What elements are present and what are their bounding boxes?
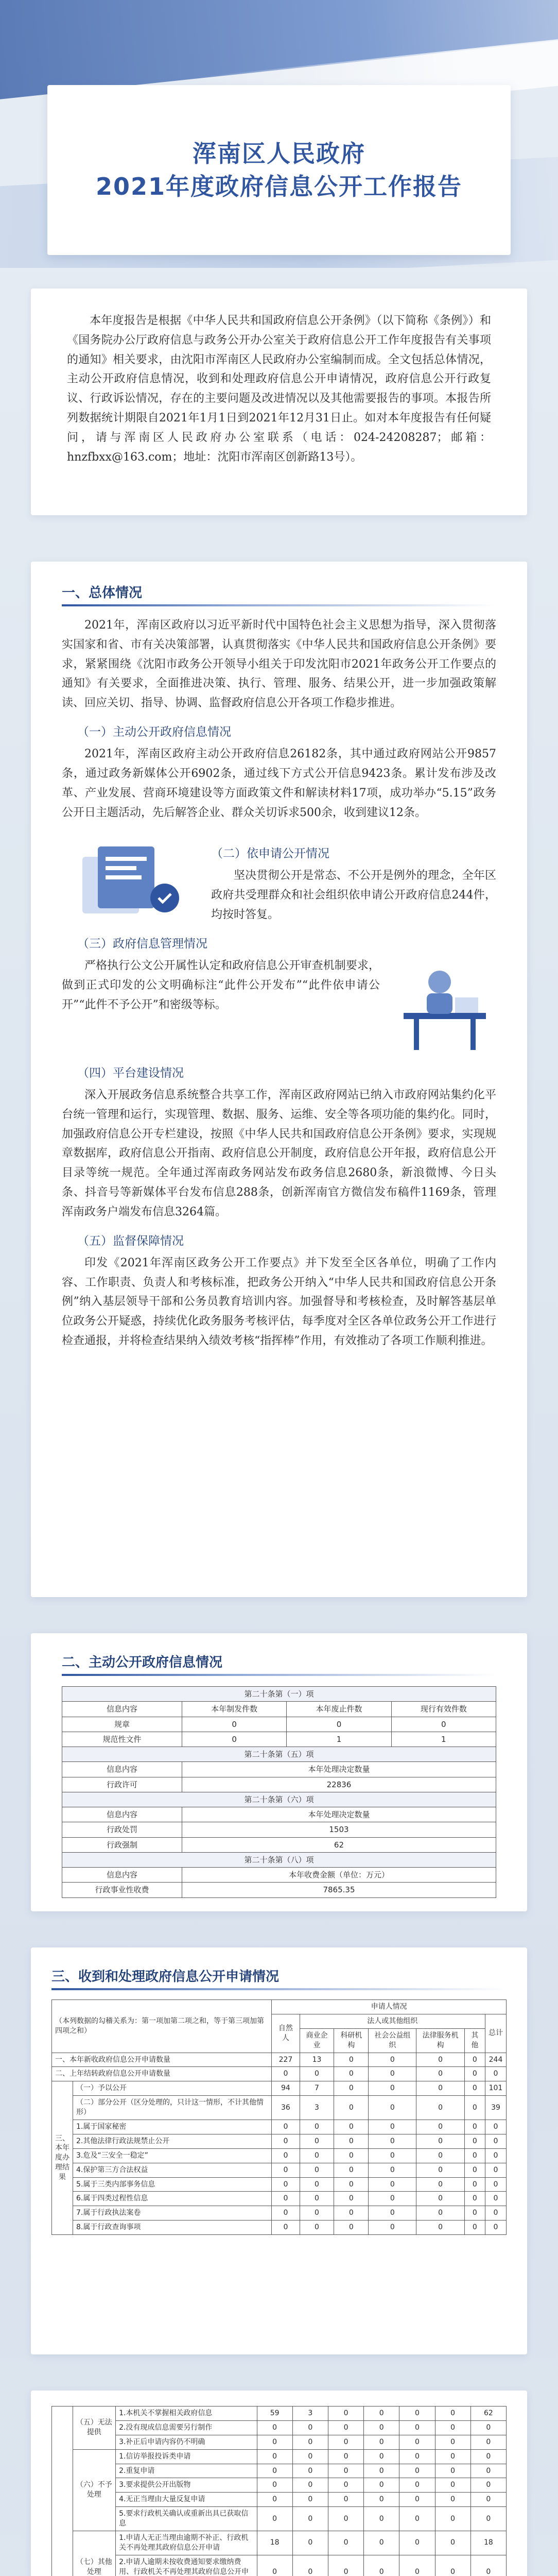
table-cell: 0	[257, 2435, 292, 2449]
table-cell: 0	[300, 2177, 334, 2192]
table-cell: 0	[399, 2449, 435, 2464]
table-cell: 0	[399, 2435, 435, 2449]
table-cell: 0	[292, 2493, 328, 2507]
row-label: 2.重复申请	[116, 2464, 257, 2478]
table-row	[62, 1837, 496, 1852]
table-cell: 规范性文件	[62, 1732, 182, 1747]
proactive-text: 2021年，浑南区政府主动公开政府信息26182条，其中通过政府网站公开9857条，通过政务新媒体公开6902条，通过线下方式公开信息9423条。累计发布涉及改革、产业发展、营商环境建设等方面政策文件和解读材料17项，成功举办“5.15”政务公开日主题活动，先后解答企业、群众关切诉求500余，收到建议12条。	[62, 748, 496, 819]
table-cell: 0	[435, 2406, 470, 2421]
table-cell: 0	[464, 2177, 485, 2192]
table-cell: 0	[292, 2449, 328, 2464]
table-cell: 0	[416, 2206, 464, 2221]
table-cell: 0	[369, 2221, 416, 2235]
table-cell: 0	[416, 2096, 464, 2120]
table-cell: 0	[328, 2464, 363, 2478]
table-cell: 0	[257, 2555, 292, 2576]
table-cell: 101	[485, 2081, 507, 2096]
table-cell: 0	[272, 2067, 300, 2081]
row-label: 5.要求行政机关确认或重新出具已获取信息	[116, 2507, 257, 2531]
supervision-text: 印发《2021年浑南区政务公开工作要点》并下发至全区各单位，明确了工作内容、工作职责、负责人和考核标准，把政务公开纳入“中华人民共和国政府信息公开条例”纳入基层领导干部和公务员教育培训内容。加强督导和考核检查，及时解答基层单位政务公开疑惑，持续优化政务服务考核评估，每季度对全区各单位政务公开工作进行检查通报，并将检查结果纳入绩效考核“指挥棒”作用，有效推动了各项工作顺利推进。	[62, 1256, 496, 1348]
table-header: 法人或其他组织	[300, 2014, 485, 2028]
table-cell: 0	[399, 2464, 435, 2478]
table-cell: 0	[300, 2163, 334, 2177]
table-cell: 0	[292, 2507, 328, 2531]
table-row	[52, 2478, 507, 2493]
table-row	[52, 2406, 507, 2421]
table-cell: 0	[257, 2478, 292, 2493]
table-cell: 0	[369, 2067, 416, 2081]
subsection-heading: （一）主动公开政府信息情况	[77, 725, 231, 739]
table-cell: 7865.35	[182, 1883, 496, 1897]
table-cell: 0	[334, 2067, 369, 2081]
management-text: 严格执行公文公开属性认定和政府信息公开审查机制要求，做到正式印发的公文明确标注“此件公开发布”“此件依申请公开”“此件不予公开”和密级等标。	[62, 959, 380, 1011]
row-group-spacer	[52, 2406, 73, 2576]
table-cell: 0	[464, 2067, 485, 2081]
table-row	[52, 2464, 507, 2478]
table-cell: 0	[272, 2192, 300, 2206]
table-row	[52, 2067, 507, 2081]
table-cell: 行政强制	[62, 1837, 182, 1852]
table-cell: 0	[334, 2148, 369, 2163]
table-cell: 0	[300, 2067, 334, 2081]
table-header: 信息内容	[62, 1868, 182, 1883]
table-cell: 3	[292, 2406, 328, 2421]
applications-table	[51, 1999, 507, 2235]
table-header: 科研机构	[334, 2028, 369, 2053]
row-label: 4.无正当理由大量反复申请	[116, 2493, 257, 2507]
table-cell: 39	[485, 2096, 507, 2120]
table-cell: 0	[470, 2507, 506, 2531]
table-cell: 0	[435, 2493, 470, 2507]
table-header: 本年处理决定数量	[182, 1807, 496, 1822]
table-row	[62, 1883, 496, 1897]
table-cell: 0	[470, 2478, 506, 2493]
row-label: 1.本机关不掌握相关政府信息	[116, 2406, 257, 2421]
table-cell: 0	[328, 2555, 363, 2576]
table-cell: 0	[435, 2420, 470, 2435]
table-cell: 0	[328, 2493, 363, 2507]
table-cell: 1	[391, 1732, 496, 1747]
table-cell: 0	[292, 2420, 328, 2435]
table-cell: 227	[272, 2053, 300, 2067]
table-cell: 0	[257, 2449, 292, 2464]
table-row	[52, 2120, 507, 2134]
table-cell: 0	[292, 2435, 328, 2449]
table-header: 商业企业	[300, 2028, 334, 2053]
table-cell: 0	[300, 2192, 334, 2206]
section-applications-table	[31, 1947, 527, 2354]
table-cell: 0	[435, 2507, 470, 2531]
table-cell: 0	[435, 2435, 470, 2449]
table-row	[52, 2449, 507, 2464]
report-title-line1: 浑南区人民政府	[193, 139, 365, 167]
table-header: 现行有效件数	[391, 1702, 496, 1717]
subsection-heading: （五）监督保障情况	[77, 1234, 184, 1248]
table-cell: 94	[272, 2081, 300, 2096]
section-applications-table-continued	[31, 2391, 527, 2576]
report-title-line2: 2021年度政府信息公开工作报告	[95, 173, 463, 200]
row-label: 5.属于三类内部事务信息	[73, 2177, 272, 2192]
illustration-person-desk	[393, 956, 496, 1054]
table-cell: 0	[328, 2449, 363, 2464]
table-cell: 0	[272, 2134, 300, 2148]
table-row	[52, 2221, 507, 2235]
table-cell: 0	[364, 2406, 399, 2421]
table-cell: 0	[292, 2464, 328, 2478]
table-cell: 0	[287, 1717, 391, 1732]
table-row	[62, 1777, 496, 1792]
table-header: 信息内容	[62, 1702, 182, 1717]
table-cell: 0	[272, 2163, 300, 2177]
table-cell: 0	[369, 2163, 416, 2177]
table-header: 本年收费金额（单位：万元）	[182, 1868, 496, 1883]
table-row	[52, 2134, 507, 2148]
table-cell: 0	[416, 2067, 464, 2081]
table-group-title: 第二十条第（一）项	[62, 1687, 496, 1702]
table-cell: 0	[364, 2531, 399, 2555]
table-cell: 0	[416, 2053, 464, 2067]
section-heading: 二、主动公开政府信息情况	[62, 1652, 496, 1676]
row-label: 4.保护第三方合法权益	[73, 2163, 272, 2177]
table-header: 本年制发件数	[182, 1702, 286, 1717]
table-cell: 0	[369, 2206, 416, 2221]
table-cell: 0	[464, 2221, 485, 2235]
row-label: 二、上年结转政府信息公开申请数量	[52, 2067, 272, 2081]
table-cell: 0	[435, 2555, 470, 2576]
table-cell: 244	[485, 2053, 507, 2067]
table-cell: 0	[464, 2096, 485, 2120]
table-row	[52, 2177, 507, 2192]
table-cell: 0	[364, 2420, 399, 2435]
section-heading: 三、收到和处理政府信息公开申请情况	[51, 1966, 507, 1990]
table-row	[52, 2493, 507, 2507]
table-row	[52, 2148, 507, 2163]
table-cell: 18	[257, 2531, 292, 2555]
table-cell: 0	[364, 2435, 399, 2449]
table-cell: 0	[470, 2449, 506, 2464]
table-cell: 0	[292, 2478, 328, 2493]
row-label: （二）部分公开（区分处理的，只计这一情形，不计其他情形）	[73, 2096, 272, 2120]
table-cell: 0	[334, 2177, 369, 2192]
row-label: 2.没有现成信息需要另行制作	[116, 2420, 257, 2435]
table-cell: 0	[182, 1732, 286, 1747]
row-group-label: （七）其他处理	[73, 2531, 116, 2576]
table-row	[52, 2192, 507, 2206]
table-cell: 0	[369, 2148, 416, 2163]
row-label: 3.危及“三安全一稳定”	[73, 2148, 272, 2163]
table-cell: 36	[272, 2096, 300, 2120]
table-cell: 0	[300, 2148, 334, 2163]
table-cell: 0	[364, 2464, 399, 2478]
table-cell: 0	[328, 2406, 363, 2421]
table-cell: 0	[369, 2192, 416, 2206]
table-cell: 0	[470, 2555, 506, 2576]
table-header: 自然人	[272, 2014, 300, 2053]
row-label: 6.属于四类过程性信息	[73, 2192, 272, 2206]
table-group-title: 第二十条第（六）项	[62, 1792, 496, 1807]
table-cell: 0	[399, 2507, 435, 2531]
table-cell: 18	[470, 2531, 506, 2555]
table-cell: 0	[470, 2464, 506, 2478]
table-cell: 0	[257, 2507, 292, 2531]
table-cell: 0	[334, 2221, 369, 2235]
table-cell: 0	[470, 2420, 506, 2435]
table-cell: 行政事业性收费	[62, 1883, 182, 1897]
table-cell: 0	[300, 2206, 334, 2221]
row-label: （一）予以公开	[73, 2081, 272, 2096]
applications-table-continued	[51, 2406, 507, 2576]
table-row	[52, 2206, 507, 2221]
row-group-label: 三、本年度办理结果	[52, 2081, 73, 2235]
table-cell: 0	[464, 2192, 485, 2206]
table-cell: 0	[485, 2192, 507, 2206]
table-cell: 0	[464, 2120, 485, 2134]
table-cell: 0	[364, 2478, 399, 2493]
table-cell: 0	[485, 2120, 507, 2134]
table-cell: 0	[399, 2531, 435, 2555]
table-cell: 0	[399, 2478, 435, 2493]
table-cell: 0	[470, 2493, 506, 2507]
section-proactive-table	[31, 1633, 527, 1911]
table-cell: 行政许可	[62, 1777, 182, 1792]
title-card	[47, 85, 511, 255]
table-cell: 0	[416, 2134, 464, 2148]
table-cell: 0	[391, 1717, 496, 1732]
table-row	[52, 2096, 507, 2120]
table-row	[52, 2081, 507, 2096]
table-header: 总计	[485, 2014, 507, 2053]
table-cell: 0	[369, 2053, 416, 2067]
table-cell: 0	[300, 2134, 334, 2148]
table-cell: 0	[334, 2192, 369, 2206]
table-cell: 0	[292, 2531, 328, 2555]
table-cell: 0	[272, 2206, 300, 2221]
table-row	[62, 1732, 496, 1747]
table-cell: 0	[485, 2163, 507, 2177]
table-cell: 0	[364, 2449, 399, 2464]
table-cell: 59	[257, 2406, 292, 2421]
table-header: 信息内容	[62, 1762, 182, 1777]
table-cell: 0	[416, 2120, 464, 2134]
table-row	[62, 1717, 496, 1732]
table-cell: 0	[470, 2435, 506, 2449]
table-cell: 0	[416, 2221, 464, 2235]
table-cell: 行政处罚	[62, 1822, 182, 1837]
table-cell: 0	[464, 2081, 485, 2096]
subsection-heading: （四）平台建设情况	[77, 1066, 184, 1080]
table-cell: 0	[334, 2053, 369, 2067]
table-cell: 0	[272, 2120, 300, 2134]
table-row	[52, 2435, 507, 2449]
table-cell: 0	[485, 2148, 507, 2163]
table-header: 本年废止件数	[287, 1702, 391, 1717]
table-cell: 0	[369, 2120, 416, 2134]
table-header: 信息内容	[62, 1807, 182, 1822]
table-cell: 0	[300, 2120, 334, 2134]
row-label: 3.要求提供公开出版物	[116, 2478, 257, 2493]
table-cell: 0	[272, 2177, 300, 2192]
table-row	[52, 2555, 507, 2576]
table-corner-note: （本列数据的勾稽关系为：第一项加第二项之和，等于第三项加第四项之和）	[52, 2000, 272, 2053]
table-row	[52, 2420, 507, 2435]
table-cell: 0	[334, 2096, 369, 2120]
application-text: 坚决贯彻公开是常态、不公开是例外的理念，全年区政府共受理群众和社会组织依申请公开政府信息244件，均按时答复。	[211, 869, 496, 922]
table-cell: 0	[292, 2555, 328, 2576]
table-cell: 1	[287, 1732, 391, 1747]
table-cell: 0	[257, 2464, 292, 2478]
table-cell: 0	[416, 2177, 464, 2192]
platform-text: 深入开展政务信息系统整合共享工作，浑南区政府网站已纳入市政府网站集约化平台统一管理和运行，实现管理、数据、服务、运维、安全等各项功能的集约化。同时，加强政府信息公开专栏建设，按照《中华人民共和国政府信息公开条例》要求，实现规章数据库，政府信息公开指南、政府信息公开制度，政府信息公开年报，政府信息公开目录等统一规范。全年通过浑南政务网站发布政务信息2680条，新浪微博、今日头条、抖音号等新媒体平台发布信息288条，创新浑南官方微信发布稿件1169条，管理浑南政务户端发布信息3264篇。	[62, 1088, 496, 1218]
table-cell: 0	[334, 2120, 369, 2134]
proactive-table	[62, 1686, 496, 1898]
table-cell: 0	[272, 2221, 300, 2235]
table-cell: 0	[464, 2163, 485, 2177]
table-cell: 0	[369, 2134, 416, 2148]
table-group-title: 第二十条第（五）项	[62, 1747, 496, 1762]
subsection-heading: （二）依申请公开情况	[211, 847, 329, 861]
intro-card	[31, 289, 527, 515]
table-row	[52, 2531, 507, 2555]
row-label: 2.申请人逾期未按收费通知要求缴纳费用、行政机关不再处理其政府信息公开申	[116, 2555, 257, 2576]
table-group-title: 第二十条第（八）项	[62, 1852, 496, 1867]
table-cell: 0	[416, 2163, 464, 2177]
table-cell: 0	[464, 2134, 485, 2148]
row-label: 一、本年新收政府信息公开申请数量	[52, 2053, 272, 2067]
illustration-documents	[62, 836, 196, 924]
table-row	[52, 2507, 507, 2531]
table-cell: 0	[182, 1717, 286, 1732]
table-cell: 0	[435, 2464, 470, 2478]
table-cell: 0	[328, 2420, 363, 2435]
row-label: 1.属于国家秘密	[73, 2120, 272, 2134]
row-label: 2.其他法律行政法规禁止公开	[73, 2134, 272, 2148]
table-cell: 0	[328, 2507, 363, 2531]
overview-text: 2021年，浑南区政府以习近平新时代中国特色社会主义思想为指导，深入贯彻落实国家和省、市有关决策部署，认真贯彻落实《中华人民共和国政府信息公开条例》要求，紧紧围绕《沈阳市政务公开领导小组关于印发沈阳市2021年政务公开工作要点的通知》有关要求，全面推进决策、执行、管理、服务、结果公开，进一步加强政策解读、回应关切、指导、协调、监督政府信息公开各项工作稳步推进。	[62, 619, 496, 710]
table-cell: 7	[300, 2081, 334, 2096]
table-cell: 62	[470, 2406, 506, 2421]
table-header: 申请人情况	[272, 2000, 507, 2014]
table-cell: 0	[485, 2067, 507, 2081]
table-cell: 0	[435, 2531, 470, 2555]
section-heading: 一、总体情况	[62, 582, 496, 606]
row-label: 7.属于行政执法案卷	[73, 2206, 272, 2221]
row-label: 8.属于行政查询事项	[73, 2221, 272, 2235]
table-cell: 0	[416, 2192, 464, 2206]
table-cell: 0	[272, 2148, 300, 2163]
table-cell: 0	[364, 2555, 399, 2576]
table-cell: 0	[369, 2177, 416, 2192]
table-cell: 0	[369, 2096, 416, 2120]
table-cell: 0	[257, 2493, 292, 2507]
table-row	[52, 2163, 507, 2177]
table-cell: 0	[328, 2435, 363, 2449]
table-cell: 0	[328, 2531, 363, 2555]
table-cell: 0	[300, 2221, 334, 2235]
table-row	[52, 2053, 507, 2067]
table-cell: 0	[464, 2053, 485, 2067]
table-cell: 0	[435, 2449, 470, 2464]
table-cell: 0	[485, 2177, 507, 2192]
table-cell: 0	[464, 2148, 485, 2163]
table-cell: 0	[399, 2493, 435, 2507]
section-overview	[31, 562, 527, 1597]
table-cell: 0	[399, 2555, 435, 2576]
table-cell: 13	[300, 2053, 334, 2067]
table-cell: 1503	[182, 1822, 496, 1837]
table-cell: 0	[369, 2081, 416, 2096]
row-group-label: （六）不予处理	[73, 2449, 116, 2531]
table-cell: 3	[300, 2096, 334, 2120]
row-label: 1.申请人无正当理由逾期不补正、行政机关不再处理其政府信息公开申请	[116, 2531, 257, 2555]
table-cell: 0	[334, 2206, 369, 2221]
table-cell: 0	[416, 2081, 464, 2096]
table-cell: 22836	[182, 1777, 496, 1792]
table-cell: 0	[364, 2507, 399, 2531]
table-cell: 0	[257, 2420, 292, 2435]
row-label: 1.信访举报投诉类申请	[116, 2449, 257, 2464]
row-group-label: （五）无法提供	[73, 2406, 116, 2450]
table-cell: 0	[485, 2134, 507, 2148]
table-cell: 0	[334, 2081, 369, 2096]
table-cell: 0	[399, 2406, 435, 2421]
table-header: 社会公益组织	[369, 2028, 416, 2053]
table-cell: 0	[334, 2163, 369, 2177]
table-cell: 0	[328, 2478, 363, 2493]
table-cell: 0	[485, 2206, 507, 2221]
table-header: 其他	[464, 2028, 485, 2053]
intro-text: 本年度报告是根据《中华人民共和国政府信息公开条例》（以下简称《条例》）和《国务院办公厅政府信息与政务公开办公室关于政府信息公开工作年度报告有关事项的通知》相关要求，由沈阳市浑南区人民政府办公室编制而成。全文包括总体情况，主动公开政府信息情况，收到和处理政府信息公开申请情况，政府信息公开行政复议、行政诉讼情况，存在的主要问题及改进情况以及其他需要报告的事项。本报告所列数据统计期限自2021年1月1日到2021年12月31日止。如对本年度报告有任何疑问，请与浑南区人民政府办公室联系（电话：024-24208287；邮箱：hnzfbxx@163.com；地址：沈阳市浑南区创新路13号）。	[67, 314, 491, 464]
table-cell: 规章	[62, 1717, 182, 1732]
table-cell: 62	[182, 1837, 496, 1852]
table-cell: 0	[464, 2206, 485, 2221]
table-row	[62, 1822, 496, 1837]
row-label: 3.补正后申请内容仍不明确	[116, 2435, 257, 2449]
table-cell: 0	[485, 2221, 507, 2235]
table-cell: 0	[399, 2420, 435, 2435]
table-header: 本年处理决定数量	[182, 1762, 496, 1777]
table-cell: 0	[416, 2148, 464, 2163]
table-cell: 0	[435, 2478, 470, 2493]
table-header: 法律服务机构	[416, 2028, 464, 2053]
table-cell: 0	[334, 2134, 369, 2148]
table-cell: 0	[364, 2493, 399, 2507]
hero-banner	[0, 0, 558, 268]
subsection-heading: （三）政府信息管理情况	[77, 937, 207, 951]
